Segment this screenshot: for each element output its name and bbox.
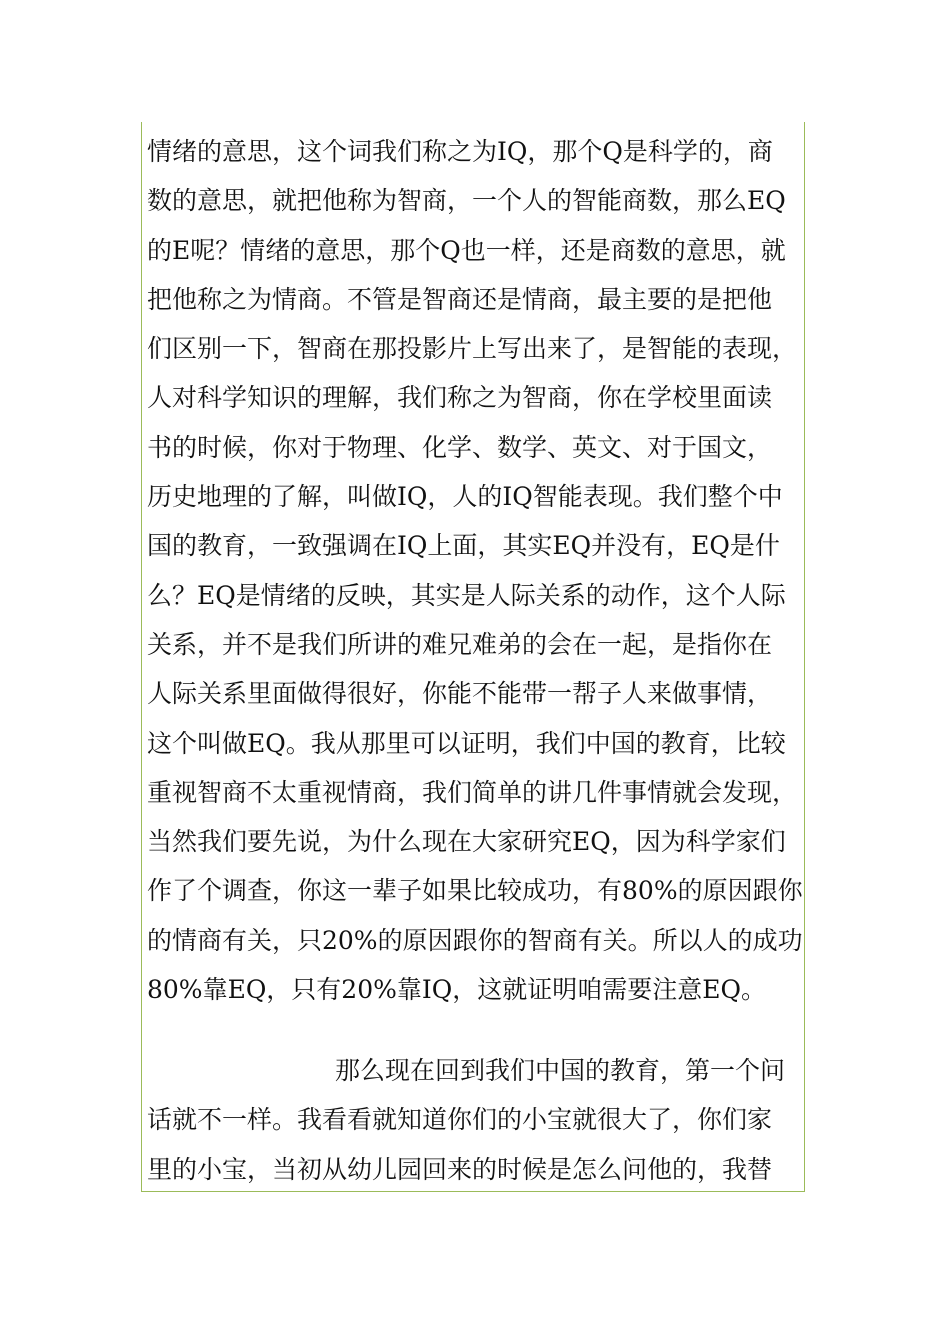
text-line: 关系，并不是我们所讲的难兄难弟的会在一起，是指你在 — [147, 629, 773, 659]
text-line: 国的教育，一致强调在IQ上面，其实EQ并没有，EQ是什 — [147, 531, 780, 561]
text-line: 人际关系里面做得很好，你能不能带一帮子人来做事情， — [147, 679, 773, 709]
text-line: 话就不一样。我看看就知道你们的小宝就很大了，你们家 — [147, 1105, 773, 1135]
text-line: 这个叫做EQ。我从那里可以证明，我们中国的教育，比较 — [147, 728, 786, 758]
text-line: 里的小宝，当初从幼儿园回来的时候是怎么问他的，我替 — [147, 1154, 773, 1184]
text-line: 的E呢？情绪的意思，那个Q也一样，还是商数的意思，就 — [147, 235, 786, 265]
text-line: 数的意思，就把他称为智商，一个人的智能商数，那么EQ — [147, 186, 786, 216]
text-line: 们区别一下，智商在那投影片上写出来了，是智能的表现， — [147, 334, 798, 364]
text-line: 重视智商不太重视情商，我们简单的讲几件事情就会发现， — [147, 777, 798, 807]
paragraph-1 — [147, 127, 807, 1014]
text-line: 么？EQ是情绪的反映，其实是人际关系的动作，这个人际 — [147, 580, 786, 610]
text-line: 那么现在回到我们中国的教育，第一个问 — [335, 1056, 786, 1085]
text-line: 人对科学知识的理解，我们称之为智商，你在学校里面读 — [147, 383, 773, 413]
text-line: 的情商有关，只20%的原因跟你的智商有关。所以人的成功 — [147, 925, 803, 955]
text-line: 作了个调查，你这一辈子如果比较成功，有80%的原因跟你 — [147, 876, 803, 906]
paragraph-2 — [147, 1046, 807, 1194]
text-line: 当然我们要先说，为什么现在大家研究EQ，因为科学家们 — [147, 827, 786, 857]
text-line: 书的时候，你对于物理、化学、数学、英文、对于国文， — [147, 432, 773, 462]
text-line: 情绪的意思，这个词我们称之为IQ，那个Q是科学的，商 — [147, 137, 773, 166]
text-line: 把他称之为情商。不管是智商还是情商，最主要的是把他 — [147, 284, 773, 314]
text-line: 80%靠EQ，只有20%靠IQ，这就证明咱需要注意EQ。 — [147, 975, 766, 1005]
text-line: 历史地理的了解，叫做IQ，人的IQ智能表现。我们整个中 — [147, 482, 783, 512]
